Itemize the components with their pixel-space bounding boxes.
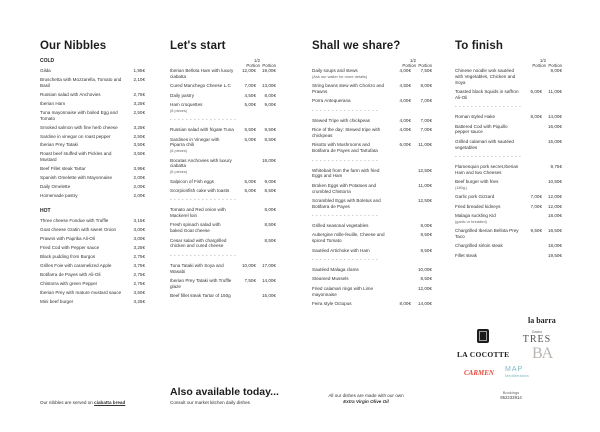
- menu-item-full-price: 15,00€: [547, 138, 562, 144]
- bookings-block: [496, 390, 526, 400]
- carmen-logo: CARMEN: [464, 369, 494, 377]
- menu-item-name: Flamenquin pork secret,Iberian Ham and two Cheeses: [455, 163, 519, 175]
- menu-item-full-price: 9,50€: [420, 232, 432, 238]
- menu-item: [40, 245, 145, 251]
- menu-item-name: Smoked salmon with fine herb cheese: [40, 124, 118, 130]
- menu-item-price: 3,00€: [133, 236, 145, 242]
- menu-item-name: Iberian Prey with mature mustard sauce: [40, 290, 122, 296]
- menu-item: [455, 253, 562, 259]
- menu-item: [312, 142, 432, 154]
- menu-item-name: Daily Omelette: [40, 184, 71, 190]
- menu-item: [312, 223, 432, 229]
- start-header-row: [170, 58, 276, 68]
- menu-item-name: Three cheese Fondue with Truffle: [40, 218, 109, 224]
- menu-item-price: 3,50€: [133, 142, 145, 148]
- menu-item: [40, 142, 145, 148]
- menu-item-price: 3,25€: [133, 124, 145, 130]
- menu-item-full-price: 9,00€: [264, 178, 276, 184]
- menu-item-full-price: 11,00€: [548, 88, 562, 94]
- menu-item-name: Prawns with Paprika Ali-Oli: [40, 236, 95, 242]
- menu-item: [40, 193, 145, 199]
- menu-item-price: 3,25€: [133, 299, 145, 305]
- menu-item-full-price: 8,00€: [264, 92, 276, 98]
- menu-item: [40, 218, 145, 224]
- menu-item-note: (garlic or breaded): [455, 218, 487, 224]
- menu-item-name: Beef burger with fries: [455, 179, 499, 185]
- hot-label: HOT: [40, 208, 51, 215]
- menu-item-name: Russian salad with Anchovies: [40, 91, 101, 97]
- menu-item: [455, 204, 562, 210]
- menu-item-half-price: 7,00€: [530, 194, 542, 200]
- menu-item-half-price: 4,50€: [244, 92, 256, 98]
- menu-item: [40, 299, 145, 305]
- share-header-row: [312, 58, 432, 68]
- menu-item-full-price: 9,50€: [264, 127, 276, 133]
- menu-item: [455, 194, 562, 200]
- share-title: Shall we share?: [312, 40, 401, 52]
- menu-item-name: Chargrilled Iberian Bellota Prey Taco: [455, 228, 519, 240]
- menu-item: [40, 92, 145, 98]
- section-divider: - - - - - - - - - - - - - - - - -: [455, 153, 522, 159]
- section-divider: - - - - - - - - - - - - - - - - -: [170, 117, 237, 123]
- map-logo: [505, 366, 529, 378]
- menu-item-name: Fried calamari rings with Lime mayonnaise: [312, 285, 374, 297]
- menu-item: [312, 98, 432, 104]
- finish-title: To finish: [455, 40, 503, 52]
- menu-item-half-price: 7,00€: [530, 203, 542, 209]
- start-list: [170, 68, 276, 299]
- menu-item: [312, 267, 432, 273]
- section-divider: - - - - - - - - - - - - - - - - -: [455, 104, 522, 110]
- menu-item-full-price: 10,00€: [417, 267, 432, 273]
- menu-item-name: Steamed Mussels: [312, 276, 349, 282]
- restaurant-logo-emblem: [476, 328, 490, 349]
- menu-item-half-price: 5,50€: [244, 127, 256, 133]
- menu-item-half-price: 4,00€: [399, 117, 411, 123]
- share-section: [312, 40, 432, 310]
- menu-item-full-price: 9,75€: [550, 163, 562, 169]
- menu-item-name: Mini beef burger: [40, 299, 74, 305]
- menu-item-name: Fresh spinach salad with baked Goat cheese: [170, 222, 221, 234]
- menu-item: [170, 263, 276, 275]
- menu-item-full-price: 19,50€: [547, 252, 562, 258]
- menu-item-name: Grilles Foie with caramelized Apple: [40, 263, 112, 269]
- section-divider: - - - - - - - - - - - - - - - - -: [312, 107, 379, 113]
- menu-item: [40, 68, 145, 74]
- menu-item: [312, 183, 432, 195]
- menu-item-name: Broken Eggs with Potatoes and crumbled Chistorra: [312, 182, 377, 194]
- section-divider: - - - - - - - - - - - - - - - - -: [312, 257, 379, 263]
- menu-item-price: 3,25€: [133, 245, 145, 251]
- menu-item-name: Sautéed Malaga clams: [312, 267, 359, 273]
- menu-item-full-price: 9,00€: [264, 101, 276, 107]
- menu-item: [170, 207, 276, 219]
- menu-item-name: Cured Manchego Cheese L.C: [170, 83, 231, 89]
- menu-item-full-price: 18,00€: [547, 213, 562, 219]
- menu-item: [40, 290, 145, 296]
- menu-item-name: Iberian Prey Tataki: [40, 142, 78, 148]
- menu-item-price: 1,95€: [133, 68, 145, 73]
- menu-item-price: 3,95€: [133, 166, 145, 172]
- menu-item-price: 2,00€: [133, 175, 145, 181]
- menu-item: [455, 89, 562, 101]
- menu-item-name: Daily soups and stews: [312, 68, 358, 73]
- menu-item-name: Beef Fillet steak Tartar: [40, 166, 86, 172]
- start-title: Let's start: [170, 40, 226, 52]
- consult-note: Consult our market kitchen daily dishes: [170, 400, 250, 405]
- menu-item: [170, 222, 276, 234]
- menu-item: [170, 179, 276, 185]
- map-logo-sub: Mediterránea: [505, 373, 529, 378]
- menu-item: [40, 236, 145, 242]
- la-barra-logo: la barra: [528, 316, 556, 325]
- menu-item-half-price: 8,00€: [399, 301, 411, 307]
- menu-item-full-price: 8,50€: [420, 276, 432, 282]
- menu-item-name: Goat cheese Gratin with sweet Onion: [40, 227, 117, 233]
- menu-item: [170, 188, 276, 194]
- menu-item-full-price: 8,00€: [420, 83, 432, 89]
- menu-item-name: Battered Cod with Piquillo pepper sauce: [455, 123, 508, 135]
- menu-item-name: Gilda: [40, 68, 51, 73]
- menu-item-name: Bruschetta with Mozzarella, Tomato and Basil: [40, 76, 122, 88]
- menu-item-name: String beans stew with Chorizo and Prawns: [312, 83, 385, 94]
- menu-item-name: Chinese noodle wok sautéed with Vegetables, Chicken and Soya: [455, 68, 516, 85]
- menu-item-name: Tuna mayonnaise with boiled Egg and Tomato: [40, 109, 118, 121]
- menu-item: [455, 114, 562, 120]
- menu-item-note: (8 pieces): [170, 107, 188, 113]
- menu-item: [170, 278, 276, 290]
- menu-item-half-price: 5,00€: [244, 187, 256, 193]
- menu-item-full-price: 8,50€: [264, 237, 276, 243]
- menu-item-full-price: 11,00€: [418, 142, 432, 148]
- nibbles-section: [40, 40, 145, 308]
- menu-item-full-price: 15,00€: [261, 293, 276, 299]
- menu-item-full-price: 7,00€: [420, 127, 432, 133]
- menu-item-full-price: 14,00€: [547, 114, 562, 120]
- menu-item-name: Grilled calamari with sautéed vegetables: [455, 138, 514, 150]
- menu-item: [40, 125, 145, 131]
- menu-item-full-price: 18,00€: [547, 243, 562, 249]
- menu-item-half-price: 6,00€: [399, 142, 411, 148]
- menu-item-price: 3,15€: [133, 218, 145, 224]
- share-portion-label: Portion: [418, 63, 432, 68]
- ba-logo: BA: [532, 345, 553, 362]
- section-divider: - - - - - - - - - - - - - - - - -: [312, 157, 379, 163]
- menu-item-full-price: 16,50€: [547, 228, 562, 234]
- menu-item: [170, 68, 276, 80]
- menu-item-price: 3,75€: [133, 263, 145, 269]
- menu-item: [40, 263, 145, 269]
- bookings-label: Bookings: [502, 390, 520, 395]
- menu-item: [312, 198, 432, 210]
- menu-item: [312, 301, 432, 307]
- menu-item-price: 2,50€: [133, 133, 145, 139]
- menu-item-full-price: 19,00€: [261, 68, 276, 73]
- menu-item-full-price: 12,00€: [547, 194, 562, 200]
- menu-item-name: Toasted black Squids in saffron Ali-Oli: [455, 88, 519, 100]
- menu-item-name: Rice of the day: Stewed tripe with chickpeas: [312, 127, 381, 138]
- menu-item-full-price: 8,50€: [264, 187, 276, 193]
- menu-item: [40, 184, 145, 190]
- menu-item-full-price: 12,50€: [417, 197, 432, 203]
- menu-item-name: Iberian Prey Tataki with Truffle glaze: [170, 278, 232, 289]
- menu-item-name: Sautéed Artichoke with Ham: [312, 247, 370, 253]
- nibbles-title: Our Nibbles: [40, 40, 107, 52]
- share-half-label: 1/2 Portion: [402, 58, 416, 68]
- menu-item-name: Daily pastry: [170, 92, 194, 98]
- menu-item-full-price: 9,50€: [420, 247, 432, 253]
- menu-item: [170, 293, 276, 299]
- menu-item: [455, 213, 562, 225]
- menu-item-price: 2,10€: [133, 76, 145, 82]
- menu-item: [40, 166, 145, 172]
- section-divider: - - - - - - - - - - - - - - - - -: [170, 252, 237, 258]
- menu-item-full-price: 10,50€: [547, 179, 562, 185]
- menu-item-half-price: 12,00€: [241, 68, 256, 73]
- menu-item-full-price: 12,00€: [417, 285, 432, 291]
- menu-item-price: 3,00€: [133, 227, 145, 233]
- menu-item: [40, 151, 145, 163]
- menu-item-price: 3,50€: [133, 151, 145, 157]
- gastro-tres-word: TRES: [522, 334, 552, 345]
- menu-item: [312, 68, 432, 80]
- menu-item: [40, 101, 145, 107]
- menu-item-note: (6 pieces): [170, 169, 188, 175]
- menu-item-note: (180g.): [455, 184, 468, 190]
- menu-item-name: Whitebait from the farm with fried Eggs and Ham: [312, 167, 380, 179]
- bread-note: [40, 400, 125, 405]
- section-divider: - - - - - - - - - - - - - - - - -: [170, 197, 237, 203]
- menu-item-half-price: 7,50€: [244, 278, 256, 284]
- menu-item-name: Roman styled Hake: [455, 114, 496, 120]
- menu-item: [312, 127, 432, 139]
- menu-item-name: Fried breaded kidneys: [455, 203, 501, 209]
- bookings-phone: 952233914: [500, 395, 522, 400]
- menu-item: [312, 83, 432, 95]
- menu-item: [40, 272, 145, 278]
- menu-item: [170, 93, 276, 99]
- menu-item: [170, 137, 276, 154]
- menu-item-name: Scorpionfish cake with toasts: [170, 187, 230, 193]
- menu-item-name: Chistorra with green Pepper: [40, 281, 98, 287]
- menu-item-name: Salpicon of Fish eggs: [170, 178, 214, 184]
- section-divider: - - - - - - - - - - - - - - - - -: [312, 213, 379, 219]
- menu-item: [455, 124, 562, 136]
- menu-item-name: Fried Cod with Pepper sauce: [40, 245, 100, 251]
- menu-item-price: 2,00€: [133, 184, 145, 190]
- menu-item-full-price: 11,00€: [418, 182, 432, 188]
- finish-list: [455, 68, 562, 259]
- menu-item: [455, 179, 562, 191]
- menu-item-full-price: 7,00€: [420, 117, 432, 123]
- map-logo-word: MAP: [505, 366, 524, 373]
- menu-item-full-price: 14,00€: [261, 278, 276, 284]
- finish-portion-label: Portion: [548, 63, 562, 68]
- la-cocotte-logo: LA COCOTTE: [457, 350, 510, 359]
- menu-item-price: 2,50€: [133, 109, 145, 115]
- menu-item: [170, 102, 276, 114]
- menu-item-half-price: 5,00€: [244, 136, 256, 142]
- menu-item-name: Homemade pastry: [40, 193, 78, 199]
- menu-item: [455, 139, 562, 151]
- menu-item-half-price: 9,50€: [530, 228, 542, 234]
- menu-item-full-price: 9,00€: [550, 68, 562, 73]
- menu-item-full-price: 7,00€: [420, 98, 432, 104]
- menu-item-full-price: 12,00€: [547, 203, 562, 209]
- menu-item-name: Scrambled Eggs with Boletus and Botifarra de Payes: [312, 197, 381, 209]
- share-list: [312, 68, 432, 307]
- menu-item-price: 2,75€: [133, 91, 145, 97]
- menu-item: [40, 227, 145, 233]
- finish-half-label: 1/2 Portion: [532, 58, 546, 68]
- menu-item-name: Grilled seasonal vegetables: [312, 223, 369, 229]
- menu-item: [170, 83, 276, 89]
- menu-item-name: Roast beef stuffed with Pickles and Mustard: [40, 151, 112, 163]
- menu-item-name: Sardines in Vinegar with Piparra chili: [170, 136, 220, 148]
- cold-label: COLD: [40, 58, 55, 64]
- menu-item: [312, 118, 432, 124]
- menu-item-half-price: 5,00€: [244, 178, 256, 184]
- menu-item-name: Porra Antequerana: [312, 98, 351, 104]
- menu-item-name: Ham croquettes: [170, 101, 203, 107]
- menu-item-half-price: 4,00€: [399, 68, 411, 73]
- menu-item: [40, 254, 145, 260]
- menu-item-half-price: 6,00€: [530, 88, 542, 94]
- menu-item-half-price: 7,00€: [244, 83, 256, 89]
- menu-item-name: Tomato and Red onion with Mackerel loin: [170, 207, 226, 219]
- menu-item: [455, 164, 562, 176]
- menu-item-name: Malaga suckling Kid: [455, 213, 496, 219]
- menu-item: [455, 243, 562, 249]
- menu-item-full-price: 8,00€: [420, 223, 432, 229]
- menu-item-full-price: 8,00€: [264, 207, 276, 213]
- menu-item-name: Iberian Bellota Ham with luxury ciabatta: [170, 68, 234, 79]
- menu-item-note: (Ask our waiter for more details): [312, 73, 368, 79]
- menu-item-name: Tuna Tataki with Soya and Wasabi: [170, 262, 224, 274]
- menu-item: [312, 248, 432, 254]
- menu-item: [40, 175, 145, 181]
- menu-item-name: Sardine in vinegar on roast pepper: [40, 133, 111, 139]
- menu-item-full-price: 16,00€: [547, 123, 562, 129]
- menu-item-name: Garlic pork Gizzard: [455, 194, 495, 200]
- menu-item-price: 2,00€: [133, 193, 145, 199]
- menu-item: [170, 158, 276, 175]
- menu-item-note: (6 pieces): [170, 148, 188, 154]
- menu-item-price: 3,25€: [133, 100, 145, 106]
- menu-item: [455, 68, 562, 85]
- bread-note-text: Our nibbles are served on: [40, 400, 93, 405]
- menu-item-full-price: 17,00€: [261, 262, 276, 268]
- olive-oil-bold: Extra Virgin Olive Oil: [343, 399, 389, 404]
- finish-header-row: [455, 58, 562, 68]
- menu-item-half-price: 4,00€: [399, 127, 411, 133]
- menu-item-name: Black pudding from Burgos: [40, 254, 96, 260]
- bread-note-bold: ciabatta bread: [94, 400, 126, 405]
- menu-item-full-price: 18,00€: [261, 157, 276, 163]
- menu-item-price: 2,75€: [133, 254, 145, 260]
- menu-item-price: 2,75€: [133, 281, 145, 287]
- gastro-tres-logo: [518, 330, 556, 345]
- menu-item-name: Risotto with Mushrooms and Botifarra de Payes and Tartufata: [312, 142, 378, 154]
- menu-item-name: Spanish Omelette with Mayonnaise: [40, 175, 113, 181]
- menu-item-full-price: 14,00€: [417, 301, 432, 307]
- cold-list: [40, 68, 145, 199]
- menu-item: [40, 281, 145, 287]
- menu-item-name: Beef fillet steak Tartar of 150g: [170, 293, 231, 299]
- menu-item-half-price: 10,00€: [241, 262, 256, 268]
- also-available-title: Also available today...: [170, 386, 279, 398]
- start-portion-label: Portion: [262, 63, 276, 68]
- menu-item: [312, 232, 432, 244]
- menu-item: [40, 134, 145, 140]
- menu-item-name: Chargrilled sirloin steak: [455, 243, 503, 249]
- menu-item-name: Iberian Ham: [40, 100, 66, 106]
- menu-item: [455, 228, 562, 240]
- menu-item-name: Bocatas Anchovies with luxury ciabatta: [170, 157, 232, 169]
- menu-item: [312, 168, 432, 180]
- finish-section: [455, 40, 562, 262]
- olive-oil-line: All our dishes are made with our own: [328, 393, 404, 398]
- menu-item: [40, 110, 145, 122]
- start-half-label: 1/2 Portion: [246, 58, 260, 68]
- menu-item-price: 2,75€: [133, 272, 145, 278]
- menu-item: [312, 286, 432, 298]
- olive-oil-note: [300, 393, 432, 405]
- menu-item-name: Feira style Octopus: [312, 301, 352, 307]
- gastro-tres-small: Gastro: [531, 330, 543, 334]
- menu-item-full-price: 7,50€: [420, 68, 432, 73]
- menu-item-full-price: 13,00€: [261, 83, 276, 89]
- menu-item-name: Aubergine mille-feuille, Cheese and spiced Tomato: [312, 232, 385, 244]
- menu-item: [312, 276, 432, 282]
- menu-item: [170, 238, 276, 250]
- menu-item-half-price: 4,00€: [399, 98, 411, 104]
- menu-item-name: Cesar salad with chargrilled chicken and cured cheese: [170, 237, 227, 249]
- menu-item-name: Russian salad with frigate Tuna: [170, 127, 234, 133]
- menu-item-full-price: 8,50€: [264, 222, 276, 228]
- menu-item: [40, 77, 145, 89]
- menu-item-name: Fillet steak: [455, 252, 477, 258]
- menu-item-price: 3,50€: [133, 290, 145, 296]
- menu-item-half-price: 5,00€: [244, 101, 256, 107]
- menu-item-half-price: 8,00€: [530, 114, 542, 120]
- menu-item-full-price: 12,50€: [417, 167, 432, 173]
- start-section: [170, 40, 276, 303]
- menu-item-half-price: 4,50€: [399, 83, 411, 89]
- menu-item-full-price: 8,50€: [264, 136, 276, 142]
- menu-item: [170, 127, 276, 133]
- menu-item-name: Stewed Tripe with chickpeas: [312, 117, 370, 123]
- hot-list: [40, 218, 145, 305]
- menu-item-name: Botifarra de Payes with Ali-Oli: [40, 272, 101, 278]
